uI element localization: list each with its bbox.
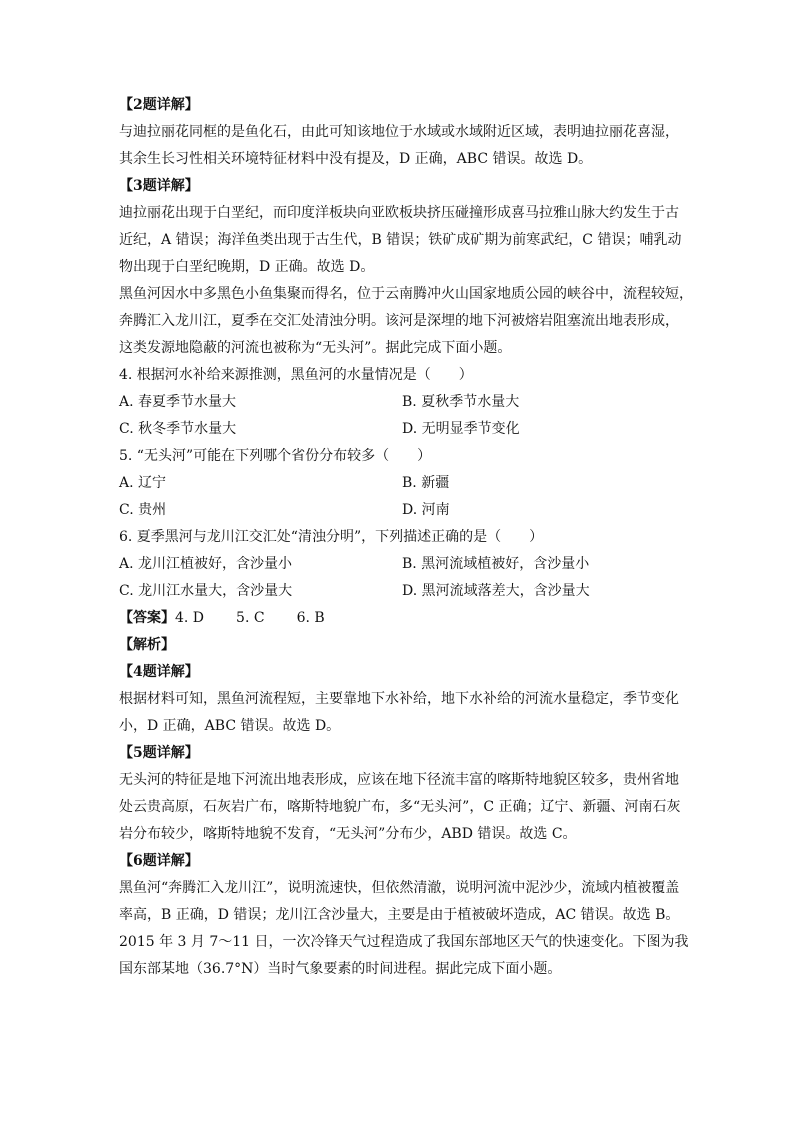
question-5-options-row-1 [119,470,679,497]
material-line: 黑鱼河因水中多黑色小鱼集聚而得名，位于云南腾冲火山国家地质公园的峡谷中，流程较短， [119,286,693,302]
question-4-options-row-2 [119,416,679,443]
q4-explanation-line: 小，D 正确，ABC 错误。故选 D。 [119,718,341,734]
answer-line [119,605,679,632]
q4-explanation-heading: 【4题详解】 [119,664,199,680]
closing-material [119,929,689,983]
q5-explanation-line: 岩分布较少，喀斯特地貌不发育，“无头河”分布少，ABD 错误。故选 C。 [119,826,577,842]
q4-explanation-line: 根据材料可知，黑鱼河流程短，主要靠地下水补给，地下水补给的河流水量稳定，季节变化 [119,691,679,707]
question-6-stem: 6. 夏季黑河与龙川江交汇处“清浊分明”，下列描述正确的是（ ） [119,529,544,545]
question-6-options-row-2 [119,578,679,605]
option-a: A. 春夏季节水量大 [119,394,237,410]
q2-explanation-line: 其余生长习性相关环境特征材料中没有提及，D 正确，ABC 错误。故选 D。 [119,151,593,167]
answer-label: 【答案】 [119,610,175,626]
option-b: B. 新疆 [402,475,450,491]
option-b: B. 黑河流域植被好，含沙量小 [402,556,590,572]
q2-explanation-line: 与迪拉丽花同框的是鱼化石，由此可知该地位于水域或水域附近区域，表明迪拉丽花喜湿， [119,124,679,140]
material-line: 奔腾汇入龙川江，夏季在交汇处清浊分明。该河是深埋的地下河被熔岩阻塞流出地表形成， [119,313,679,329]
question-4-options-row-1 [119,389,679,416]
answer-4: 4. D [175,610,205,626]
option-c: C. 贵州 [119,502,167,518]
q6-explanation-heading: 【6题详解】 [119,853,199,869]
answer-5: 5. C [236,610,265,626]
option-a: A. 辽宁 [119,475,167,491]
option-d: D. 黑河流域落差大，含沙量大 [402,583,590,599]
q6-explanation-line: 黑鱼河“奔腾汇入龙川江”，说明流速快，但依然清澈，说明河流中泥沙少，流域内植被覆盖 [119,880,680,896]
q2-explanation [119,119,679,173]
document-page [119,92,693,983]
material-line: 这类发源地隐蔽的河流也被称为“无头河”。据此完成下面小题。 [119,340,512,356]
question-4-stem: 4. 根据河水补给来源推测，黑鱼河的水量情况是（ ） [119,367,473,383]
q6-explanation [119,875,679,929]
q3-explanation-line: 近纪，A 错误；海洋鱼类出现于古生代，B 错误；铁矿成矿期为前寒武纪，C 错误；哺乳动 [119,232,682,248]
option-c: C. 龙川江水量大，含沙量大 [119,583,293,599]
material-paragraph [119,281,693,362]
q3-explanation-heading: 【3题详解】 [119,178,199,194]
q3-explanation-line: 迪拉丽花出现于白垩纪，而印度洋板块向亚欧板块挤压碰撞形成喜马拉雅山脉大约发生于古 [119,205,679,221]
q2-explanation-heading: 【2题详解】 [119,97,199,113]
option-b: B. 夏秋季节水量大 [402,394,520,410]
question-5-stem: 5. “无头河”可能在下列哪个省份分布较多（ ） [119,448,432,464]
option-c: C. 秋冬季节水量大 [119,421,237,437]
answer-6: 6. B [296,610,325,626]
closing-line: 2015 年 3 月 7～11 日，一次冷锋天气过程造成了我国东部地区天气的快速变化。下图为我 [119,934,689,950]
q6-explanation-line: 率高，B 正确，D 错误；龙川江含沙量大，主要是由于植被破坏造成，AC 错误。故选 B。 [119,907,680,923]
q3-explanation [119,200,682,281]
q4-explanation [119,686,679,740]
q5-explanation-line: 处云贵高原，石灰岩广布，喀斯特地貌广布，多“无头河”，C 正确；辽宁、新疆、河南石灰 [119,799,681,815]
q5-explanation-line: 无头河的特征是地下河流出地表形成，应该在地下径流丰富的喀斯特地貌区较多，贵州省地 [119,772,679,788]
question-5-options-row-2 [119,497,679,524]
q3-explanation-line: 物出现于白垩纪晚期，D 正确。故选 D。 [119,259,375,275]
option-d: D. 河南 [402,502,450,518]
q5-explanation [119,767,679,848]
option-d: D. 无明显季节变化 [402,421,520,437]
analysis-heading: 【解析】 [119,637,175,653]
option-a: A. 龙川江植被好，含沙量小 [119,556,293,572]
closing-line: 国东部某地（36.7°N）当时气象要素的时间进程。据此完成下面小题。 [119,961,562,977]
q5-explanation-heading: 【5题详解】 [119,745,199,761]
question-6-options-row-1 [119,551,679,578]
